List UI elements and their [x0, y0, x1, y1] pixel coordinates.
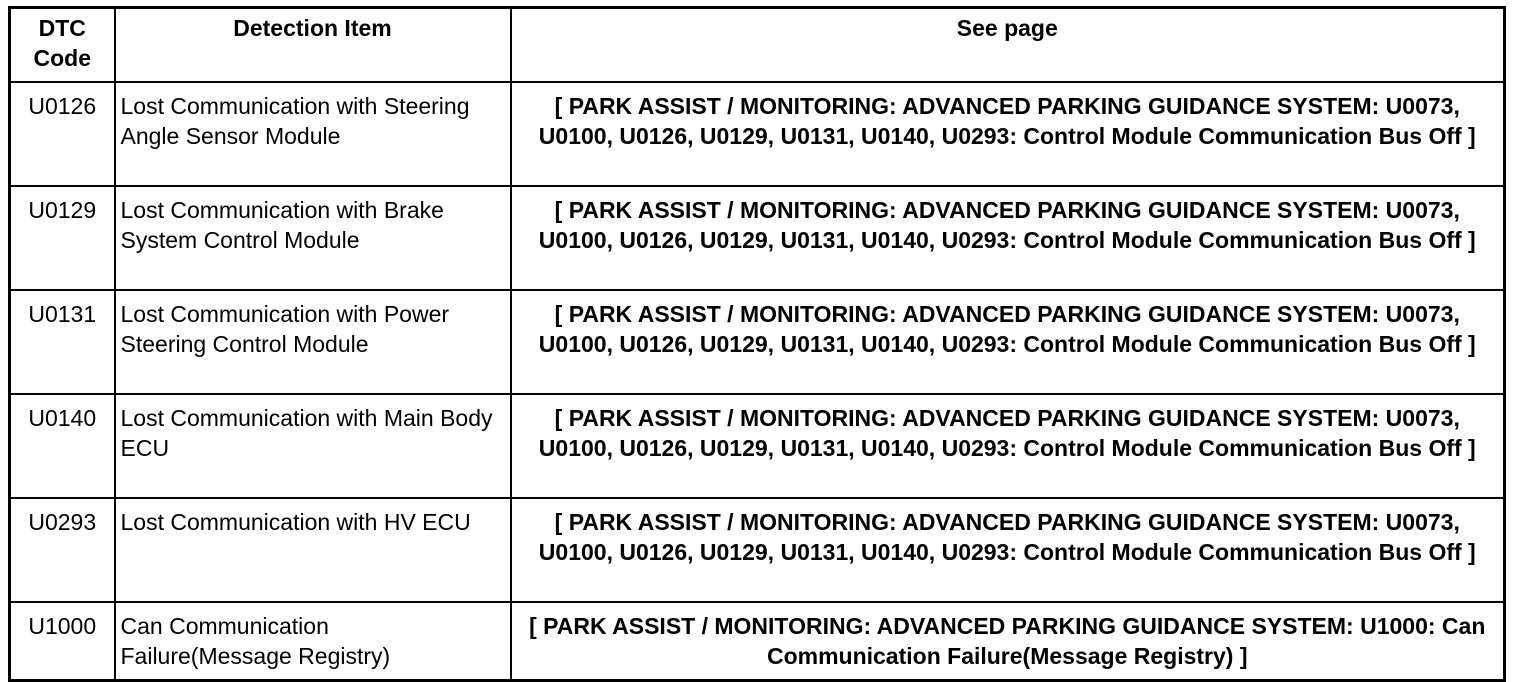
detection-item-cell: Lost Communication with Steering Angle Sensor Module	[115, 82, 511, 186]
table-row	[10, 186, 1505, 290]
table-row	[10, 602, 1505, 681]
dtc-code-cell: U0131	[10, 290, 115, 394]
table-row	[10, 82, 1505, 186]
dtc-code-cell: U0140	[10, 394, 115, 498]
see-page-link[interactable]: [ PARK ASSIST / MONITORING: ADVANCED PARKING GUIDANCE SYSTEM: U0073, U0100, U0126, U0129, U0131, U0140, U0293: Control Module Communication Bus Off ]	[511, 498, 1505, 602]
dtc-code-cell: U1000	[10, 602, 115, 681]
dtc-code-cell: U0293	[10, 498, 115, 602]
see-page-link[interactable]: [ PARK ASSIST / MONITORING: ADVANCED PARKING GUIDANCE SYSTEM: U0073, U0100, U0126, U0129, U0131, U0140, U0293: Control Module Communication Bus Off ]	[511, 290, 1505, 394]
detection-item-cell: Can Communication Failure(Message Registry)	[115, 602, 511, 681]
header-see-page: See page	[511, 8, 1505, 83]
header-dtc-code: DTC Code	[10, 8, 115, 83]
table-row	[10, 498, 1505, 602]
table-row	[10, 394, 1505, 498]
see-page-link[interactable]: [ PARK ASSIST / MONITORING: ADVANCED PARKING GUIDANCE SYSTEM: U1000: Can Communication Failure(Message Registry) ]	[511, 602, 1505, 681]
dtc-code-cell: U0129	[10, 186, 115, 290]
dtc-table	[8, 6, 1506, 682]
detection-item-cell: Lost Communication with HV ECU	[115, 498, 511, 602]
detection-item-cell: Lost Communication with Brake System Control Module	[115, 186, 511, 290]
see-page-link[interactable]: [ PARK ASSIST / MONITORING: ADVANCED PARKING GUIDANCE SYSTEM: U0073, U0100, U0126, U0129, U0131, U0140, U0293: Control Module Communication Bus Off ]	[511, 394, 1505, 498]
see-page-link[interactable]: [ PARK ASSIST / MONITORING: ADVANCED PARKING GUIDANCE SYSTEM: U0073, U0100, U0126, U0129, U0131, U0140, U0293: Control Module Communication Bus Off ]	[511, 82, 1505, 186]
table-header-row	[10, 8, 1505, 83]
detection-item-cell: Lost Communication with Main Body ECU	[115, 394, 511, 498]
table-row	[10, 290, 1505, 394]
dtc-code-cell: U0126	[10, 82, 115, 186]
detection-item-cell: Lost Communication with Power Steering Control Module	[115, 290, 511, 394]
header-detection-item: Detection Item	[115, 8, 511, 83]
see-page-link[interactable]: [ PARK ASSIST / MONITORING: ADVANCED PARKING GUIDANCE SYSTEM: U0073, U0100, U0126, U0129, U0131, U0140, U0293: Control Module Communication Bus Off ]	[511, 186, 1505, 290]
